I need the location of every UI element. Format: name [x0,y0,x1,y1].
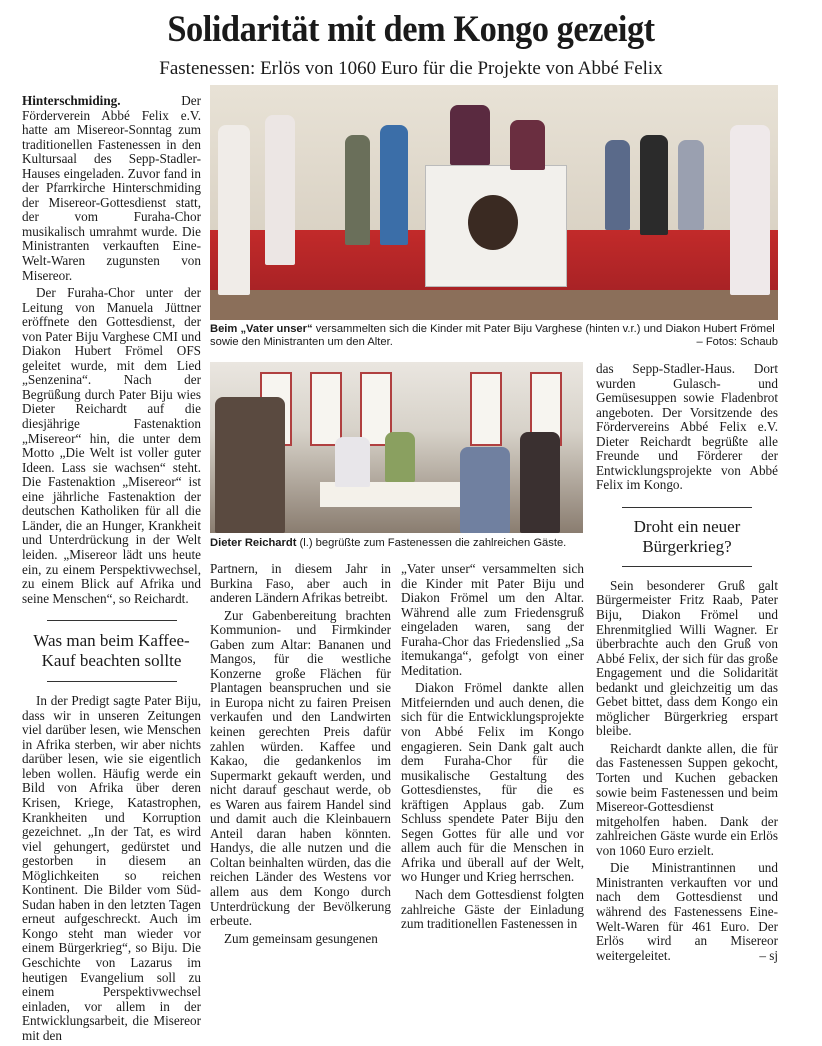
caption-text: versammelten sich die Kinder mit Pater Biju Varghese (hinten v.r.) und Diakon Hubert Frömel sowie den Ministranten um den Alter. [210,323,775,348]
paragraph: „Vater unser“ versammelten sich die Kinder mit Pater Biju und Diakon Frömel um den Altar. Während alle zum Friedensgruß eingeladen waren, sang der Furaha-Chor das Friedenslied „Sa itemukanga“, gefolgt von einer Meditation. [401,561,584,678]
author-initials: – sj [759,947,778,963]
photo-caption-2 [210,537,583,550]
headline: Solidarität mit dem Kongo gezeigt [167,9,655,50]
paragraph: Zur Gabenbereitung brachten Kommunion- und Firmkinder Gaben zum Altar: Bananen und Mangos, für die westliche Konzerne große Flächen für Plantagen beanspruchen und sie in Europa nicht zu fairen Preisen verkaufen und den Landwirten keinen gerechten Preis dafür zahlen würden. Kaffee und Kakao, die gedankenlos im Supermarkt gekauft werden, und nicht darauf geschaut werde, ob es Waren aus fairem Handel sind und damit auch die Kleinbauern Anteil daran haben könnten. Handys, die alle nutzen und die Coltan beinhalten würden, das die reichen Länder des Westens vor allem aus dem Kongo durch Unterdrückung der Bevölkerung erbeute. [210,607,391,929]
paragraph: Zum gemeinsam gesungenen [224,930,378,946]
subhead: Droht ein neuer Bürgerkrieg? [633,516,741,556]
paragraph: Der Furaha-Chor unter der Leitung von Manuela Jüttner eröffnete den Gottesdienst, der von Pater Biju Varghese CMI und Diakon Hubert Frömel OFS geleitet wurde, mit dem Lied „Senzenina“. Nach der Begrüßung durch Pater Biju wies Dieter Reichardt auf die diesjährige Fastenaktion „Misereor“ hin, die unter dem Motto „Die Welt ist voller guter Ideen. Lass sie wachsen“ steht. Die Fastenaktion „Misereor“ ist eine jährliche Fastenaktion der deutschen Katholiken für all die Länder, die an Hunger, Krankheit und Unterdrückung in der Welt leiden. „Misereor lädt uns heute ein, zu einem Perspektivwechsel, zu einem Blick auf Afrika und seine Menschen“, so Reichardt. [22,285,201,606]
paragraph-text: Die Ministrantinnen und Ministranten verkauften vor und nach dem Gottesdienst und während des Fastenessens Eine-Welt-Waren für 461 Euro. Der Erlös wird an Misereor weitergeleitet. [596,860,778,963]
paragraph-text: Der Förderverein Abbé Felix e.V. hatte am Misereor-Sonntag zum traditionellen Fastenessen in den Kultursaal des Sepp-Stadler-Hauses eingeladen. Zuvor fand in der Pfarrkirche Hinterschmiding der Misereor-Gottesdienst statt, der vom Furaha-Chor musikalisch umrahmt wurde. Die Ministranten verkauften Eine-Welt-Waren zugunsten von Misereor. [22,93,201,283]
paragraph: Reichardt dankte allen, die für das Fastenessen Suppen gekocht, Torten und Kuchen gebacken sowie beim Fastenessen und beim Misereor-Gottesdienst mitgeholfen haben. Dank der zahlreichen Gäste wurde ein Erlös von 1060 Euro erzielt. [596,740,778,858]
caption-lead: Beim „Vater unser“ [210,323,313,335]
photo-altar [210,85,778,320]
caption-lead: Dieter Reichardt [210,537,297,549]
divider [622,566,752,567]
paragraph [596,861,778,963]
paragraph: In der Predigt sagte Pater Biju, dass wir in unseren Zeitungen viel darüber lesen, wie Menschen in Afrika sterben, wir aber nichts darüber lesen, wie sie eigentlich leben wollen. Häufig werde ein Bild von Afrika über deren Krisen, Kriege, Katastrophen, Krankheiten und Korruption gezeichnet. „In der Tat, es wird viel gehungert, gedürstet und gestorben in diesem an Möglichkeiten so reichen Kontinent. Die Bilder vom Süd-Sudan haben in den letzten Tagen erneut aufgeschreckt. Auch im Kongo steht man wieder vor einem Bürgerkrieg“, so Biju. Die Geschichte von Lazarus im heutigen Evangelium soll zu einem Perspektivwechsel einladen, vor allem in der Entwicklungsarbeit, die Misereor mit den [22,693,201,1043]
paragraph: Partnern, in diesem Jahr in Burkina Faso, aber auch in anderen Ländern Afrikas betreibt. [210,561,391,606]
subhead-box-coffee [22,620,201,682]
paragraph: Sein besonderer Gruß galt Bürgermeister Fritz Raab, Pater Biju, Diakon Frömel und Ehrenmitglied Willi Wagner. Er überbrachte auch den Gruß von Abbé Felix, der sich für das große Engagement und die Solidarität bedankt und gleichzeitig um das Gebet bittet, dass dem Kongo ein möglicher Bürgerkrieg erspart bleibe. [596,577,778,739]
column-4 [596,362,778,966]
paragraph: Nach dem Gottesdienst folgten zahlreiche Gäste der Einladung zum traditionellen Fastenessen in [401,887,584,932]
photo-hall [210,362,583,533]
subheadline: Fastenessen: Erlös von 1060 Euro für die Projekte von Abbé Felix [159,58,663,79]
photo-credit: – Fotos: Schaub [696,336,778,348]
divider [47,681,177,682]
caption-text: (l.) begrüßte zum Fastenessen die zahlreichen Gäste. [296,537,567,549]
column-3 [401,562,584,935]
paragraph: das Sepp-Stadler-Haus. Dort wurden Gulasch- und Gemüsesuppen sowie Fladenbrot angeboten. Der Vorsitzende des Fördervereins Abbé Felix e.V. Dieter Reichardt begrüßte alle Freunde und Förderer der Entwicklungsprojekte von Abbé Felix im Kongo. [596,361,778,493]
subhead: Was man beim Kaffee-Kauf beachten sollte [33,631,190,671]
paragraph: Diakon Frömel dankte allen Mitfeiernden und auch denen, die sich für die Entwicklungsprojekte von Abbé Felix im Kongo engagieren. Sein Dank galt auch dem Furaha-Chor für die musikalische Gestaltung des Gottesdienstes, für die es kräftigen Applaus gab. Zum Schluss spendete Pater Biju den Segen Gottes für alle und vor allem auch für die Menschen in Afrika und überall auf der Welt, wo Hunger und Krieg herrschen. [401,680,584,885]
column-1 [22,94,201,1046]
column-2 [210,562,391,949]
paragraph [22,94,201,283]
subhead-box-civil-war [596,507,778,567]
photo-caption-1 [210,323,778,349]
dateline: Hinterschmiding. [22,93,121,108]
